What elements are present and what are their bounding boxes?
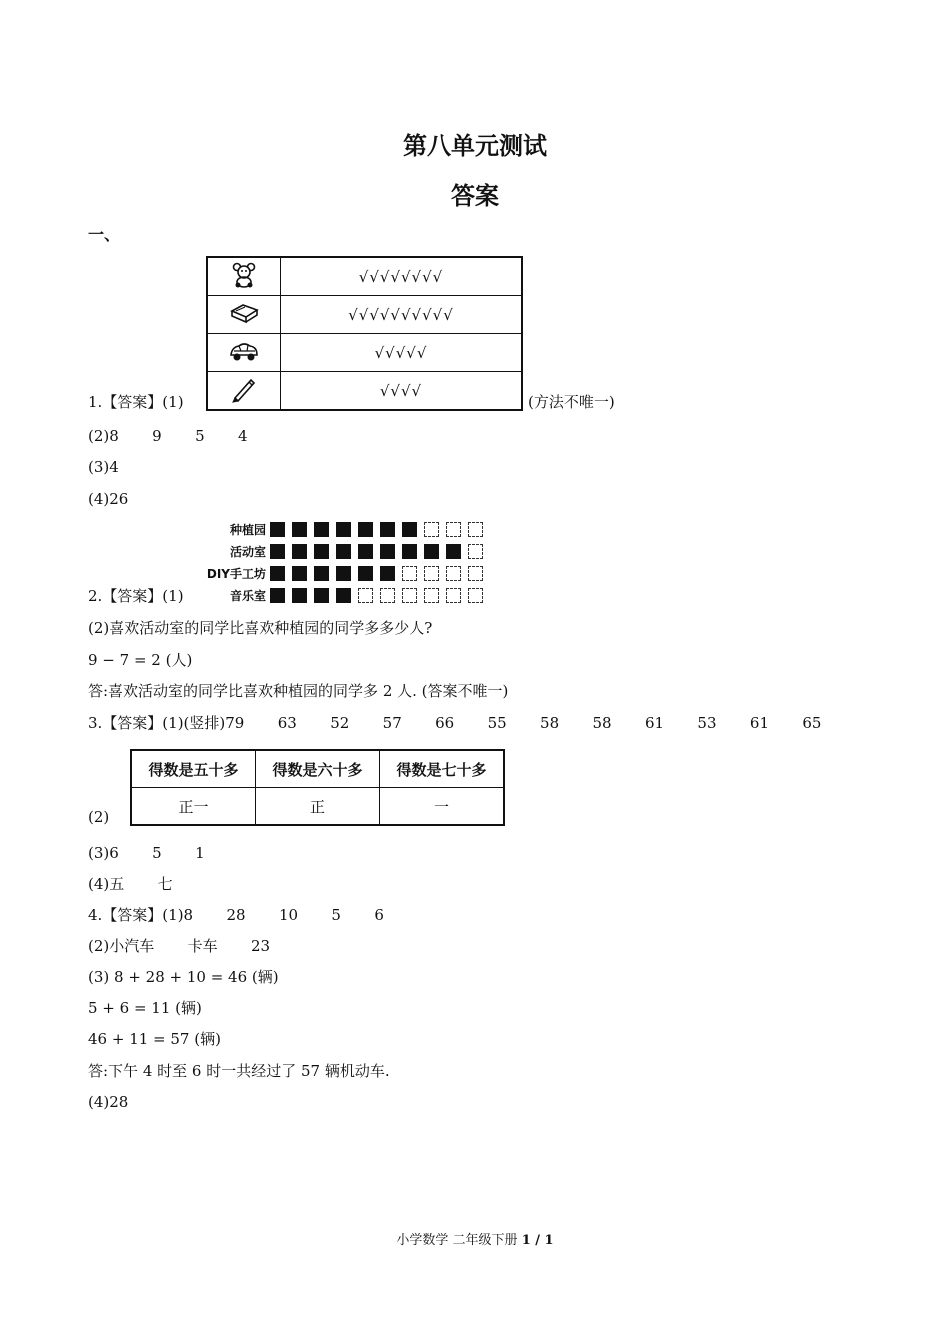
filled-square (380, 522, 395, 537)
section-heading: 一、 (88, 225, 121, 244)
pictograph-label: 音乐室 (229, 588, 266, 603)
empty-square (424, 588, 439, 603)
pictograph-label: DIY手工坊 (206, 566, 266, 581)
filled-square (314, 544, 329, 559)
q3-part4: (4)五 七 (88, 875, 173, 893)
empty-square (468, 544, 483, 559)
q1-part4: (4)26 (88, 490, 129, 508)
filled-square (292, 522, 307, 537)
pictograph-row (198, 518, 490, 540)
filled-square (314, 588, 329, 603)
empty-square (446, 522, 461, 537)
q1-answer-prefix: 1.【答案】(1) (88, 393, 184, 411)
filled-square (314, 566, 329, 581)
page-subtitle: 答案 (451, 182, 499, 210)
q3-tally-table (130, 749, 505, 826)
filled-square (270, 588, 285, 603)
q3-answer-prefix: (2) (88, 808, 110, 826)
q4-part3: (3) 8 + 28 + 10 = 46 (辆) (88, 968, 279, 986)
toy-car-icon (228, 339, 260, 363)
q2-pictograph (198, 518, 490, 606)
empty-square (468, 566, 483, 581)
q4-answer-sentence: 答:下午 4 时至 6 时一共经过了 57 辆机动车. (88, 1062, 390, 1080)
filled-square (270, 566, 285, 581)
filled-square (292, 588, 307, 603)
empty-square (424, 566, 439, 581)
filled-square (358, 566, 373, 581)
check-cell: √√√√√ (281, 334, 523, 372)
filled-square (446, 544, 461, 559)
q2-calculation: 9 − 7 = 2 (人) (88, 651, 193, 669)
q2-answer-sentence: 答:喜欢活动室的同学比喜欢种植园的同学多 2 人. (答案不唯一) (88, 682, 509, 700)
empty-square (446, 588, 461, 603)
check-cell: √√√√√√√√ (281, 257, 523, 296)
pictograph-label: 种植园 (229, 522, 266, 537)
q3-part3: (3)6 5 1 (88, 844, 205, 862)
pictograph-row (198, 562, 490, 584)
table-row (131, 788, 504, 826)
filled-square (358, 544, 373, 559)
pictograph-row (198, 584, 490, 606)
empty-square (402, 566, 417, 581)
q4-calculation-3: 46 + 11 = 57 (辆) (88, 1030, 221, 1048)
table-header: 得数是六十多 (256, 750, 380, 788)
filled-square (358, 522, 373, 537)
footer-text: 小学数学 二年级下册 (396, 1233, 518, 1248)
pencil-box-icon (229, 301, 259, 325)
filled-square (402, 522, 417, 537)
tally-cell: 正 (256, 788, 380, 826)
filled-square (336, 544, 351, 559)
empty-square (402, 588, 417, 603)
pictograph-row (198, 540, 490, 562)
filled-square (336, 566, 351, 581)
filled-square (314, 522, 329, 537)
table-row (207, 257, 522, 296)
q1-check-table (206, 256, 523, 411)
q4-part1: 4.【答案】(1)8 28 10 5 6 (88, 906, 384, 924)
empty-square (424, 522, 439, 537)
q1-answer-note: (方法不唯一) (528, 393, 615, 411)
table-header: 得数是七十多 (380, 750, 505, 788)
filled-square (336, 588, 351, 603)
q4-part4: (4)28 (88, 1093, 129, 1111)
check-cell: √√√√√√√√√√ (281, 296, 523, 334)
filled-square (380, 544, 395, 559)
table-row (131, 750, 504, 788)
empty-square (468, 588, 483, 603)
empty-square (358, 588, 373, 603)
page-footer (0, 1229, 950, 1248)
filled-square (380, 566, 395, 581)
filled-square (402, 544, 417, 559)
filled-square (270, 522, 285, 537)
empty-square (380, 588, 395, 603)
q2-answer-prefix: 2.【答案】(1) (88, 587, 184, 605)
page-title: 第八单元测试 (403, 132, 547, 160)
pencil-icon (230, 375, 258, 403)
q3-part1: 3.【答案】(1)(竖排)79 63 52 57 66 55 58 58 61 53 61 65 (88, 714, 822, 732)
table-row (207, 334, 522, 372)
tally-cell: 正一 (131, 788, 256, 826)
q1-part3: (3)4 (88, 458, 119, 476)
tally-cell: 一 (380, 788, 505, 826)
empty-square (468, 522, 483, 537)
filled-square (270, 544, 285, 559)
pictograph-label: 活动室 (229, 544, 266, 559)
teddy-bear-icon (231, 262, 257, 288)
q1-part2: (2)8 9 5 4 (88, 427, 248, 445)
q4-calculation-2: 5 + 6 = 11 (辆) (88, 999, 202, 1017)
table-row (207, 372, 522, 411)
filled-square (292, 566, 307, 581)
filled-square (336, 522, 351, 537)
page-number: 1 / 1 (521, 1233, 554, 1248)
table-header: 得数是五十多 (131, 750, 256, 788)
empty-square (446, 566, 461, 581)
table-row (207, 296, 522, 334)
filled-square (424, 544, 439, 559)
q2-part2: (2)喜欢活动室的同学比喜欢种植园的同学多多少人? (88, 619, 433, 637)
q4-part2: (2)小汽车 卡车 23 (88, 937, 271, 955)
check-cell: √√√√ (281, 372, 523, 411)
filled-square (292, 544, 307, 559)
